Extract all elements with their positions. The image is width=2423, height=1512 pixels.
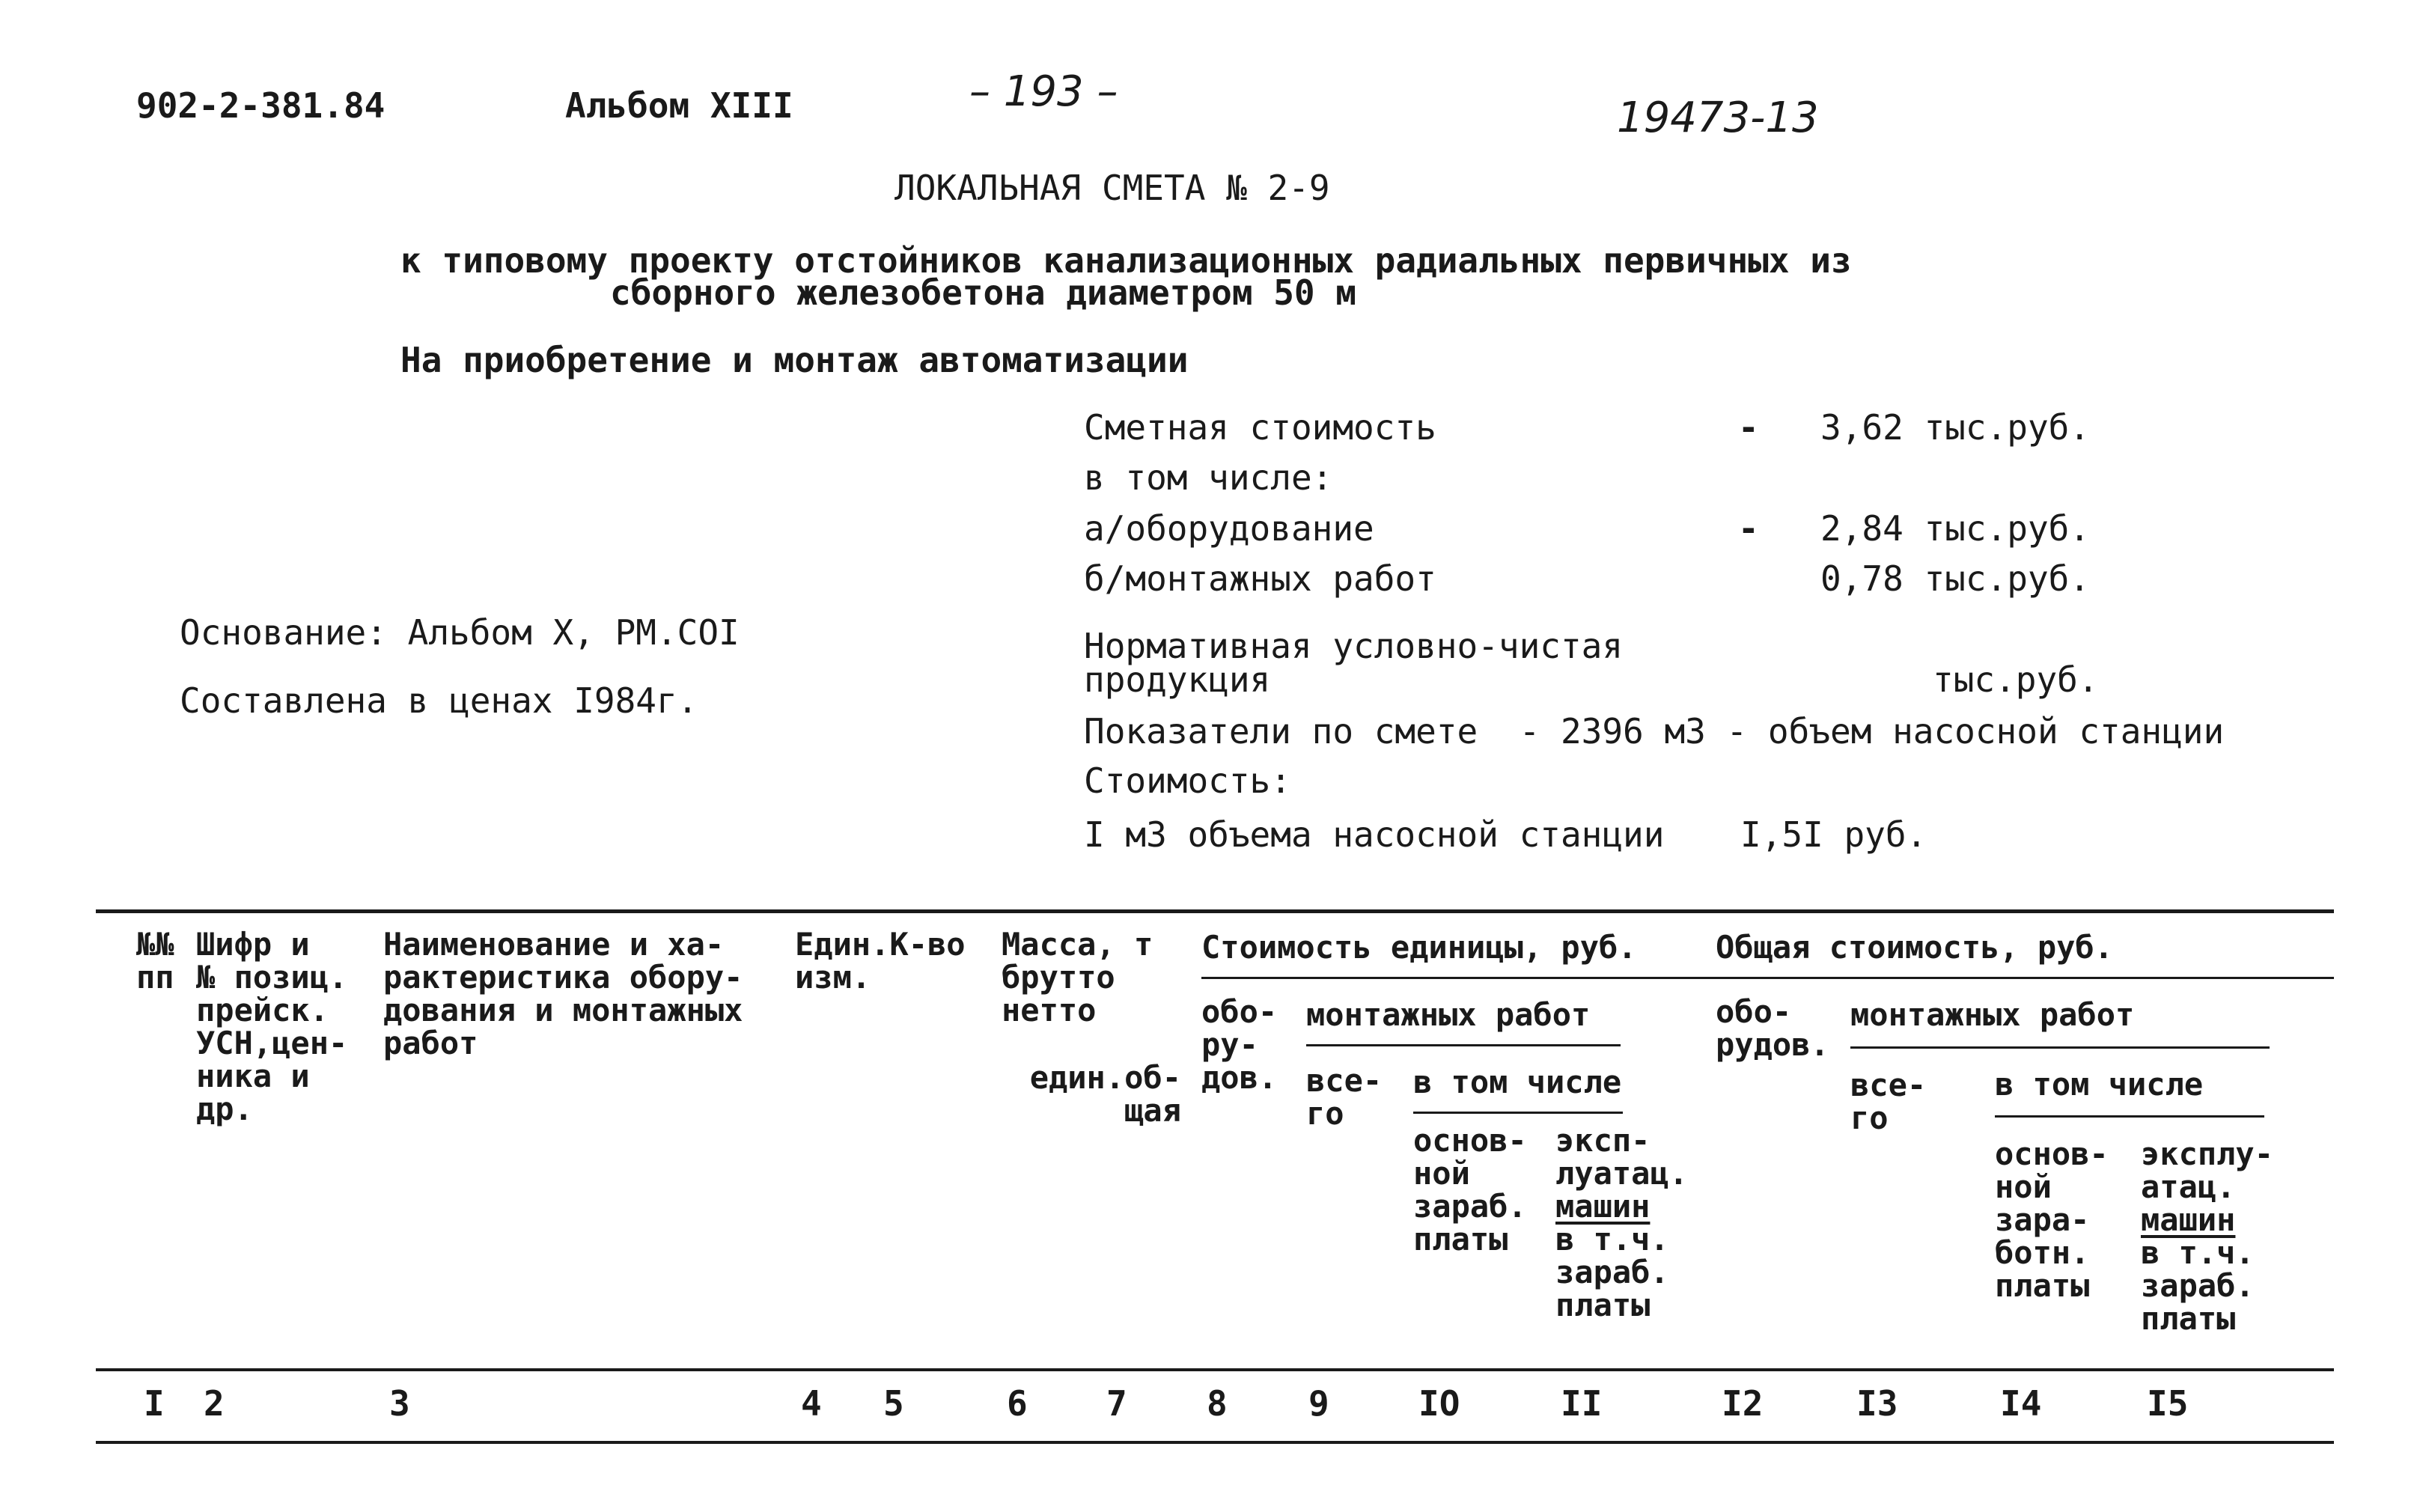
installation-value: 0,78 тыс.руб. <box>1820 558 2091 599</box>
normative-label-2: продукция <box>1084 659 1271 700</box>
header-col-2-line: Шифр и <box>196 926 310 963</box>
unit-machine-line: зараб. <box>1555 1254 1669 1290</box>
header-col-2 <box>196 928 347 1126</box>
header-col-3 <box>383 928 743 1060</box>
installation-label: б/монтажных работ <box>1084 558 1436 599</box>
indicators-line: Показатели по смете - 2396 м3 - объем насосной станции <box>1084 711 2225 752</box>
estimated-cost-value: 3,62 тыс.руб. <box>1820 407 2091 448</box>
header-bottom-rule <box>96 1368 2334 1371</box>
total-machine-line: машин <box>2141 1201 2236 1238</box>
total-installation-rule <box>1850 1046 2270 1049</box>
normative-label-1: Нормативная условно-чистая <box>1084 626 1624 666</box>
header-col-6-7-sub <box>1002 1061 1181 1127</box>
header-col-4-5 <box>795 928 966 994</box>
subtitle-line-2: сборного железобетона диаметром 50 м <box>610 272 1356 313</box>
total-equipment-line: обо- <box>1716 993 1792 1030</box>
header-col-3-line: работ <box>383 1025 478 1061</box>
including-label: в том числе: <box>1084 457 1333 498</box>
unit-total-line: все- <box>1306 1062 1383 1099</box>
group-rule <box>1201 977 2334 979</box>
total-equipment <box>1716 993 1829 1063</box>
column-number: I3 <box>1856 1383 1898 1424</box>
table-top-rule <box>96 909 2334 913</box>
header-col-6-7 <box>1002 928 1153 1027</box>
unit-total <box>1306 1064 1382 1130</box>
unit-machine-line: платы <box>1555 1287 1651 1323</box>
header-col-6-7-line: нетто <box>1002 992 1097 1028</box>
total-basic-wage-line: основ- <box>1995 1135 2109 1172</box>
total-total <box>1850 1069 1926 1135</box>
header-col-1-line: пп <box>136 959 174 996</box>
header-col-6-7-sub-line: щая <box>1124 1092 1181 1129</box>
total-machine <box>2141 1135 2274 1337</box>
total-basic-wage-line: платы <box>1995 1267 2090 1304</box>
header-col-2-line: ника и <box>196 1058 310 1094</box>
header-col-6-7-line: брутто <box>1002 959 1115 996</box>
total-equipment-line: рудов. <box>1716 1026 1829 1063</box>
header-col-2-line: прейск. <box>196 992 329 1028</box>
unit-installation-title: монтажных работ <box>1306 996 1591 1033</box>
column-number: 3 <box>389 1383 410 1424</box>
unit-equipment-line: обо- <box>1201 993 1278 1030</box>
unit-total-line: го <box>1306 1095 1344 1132</box>
total-including-rule <box>1995 1115 2264 1118</box>
table-bottom-rule <box>96 1441 2334 1444</box>
header-col-2-line: др. <box>196 1091 253 1127</box>
column-number: 8 <box>1207 1383 1228 1424</box>
document-title: ЛОКАЛЬНАЯ СМЕТА № 2-9 <box>894 168 1330 208</box>
header-col-6-7-sub-line: един.об- <box>1029 1059 1181 1096</box>
header-col-6-7-line: Масса, т <box>1002 926 1153 963</box>
total-total-line: го <box>1850 1100 1889 1136</box>
header-col-3-line: Наименование и ха- <box>383 926 725 963</box>
basis-line: Основание: Альбом X, РМ.СОI <box>180 612 740 653</box>
total-machine-line: платы <box>2141 1300 2236 1337</box>
unit-cost-label: I м3 объема насосной станции <box>1084 814 1665 855</box>
prices-line: Составлена в ценах I984г. <box>180 680 698 721</box>
header-col-2-line: № позиц. <box>196 959 348 996</box>
total-basic-wage-line: ной <box>1995 1168 2052 1205</box>
unit-equipment-line: дов. <box>1201 1059 1278 1096</box>
total-machine-line: зараб. <box>2141 1267 2255 1304</box>
column-number: 9 <box>1308 1383 1329 1424</box>
equipment-value: 2,84 тыс.руб. <box>1820 508 2091 549</box>
unit-installation-rule <box>1306 1044 1621 1046</box>
header-col-1-line: №№ <box>136 926 174 963</box>
unit-machine-line: в т.ч. <box>1555 1221 1669 1258</box>
total-installation-title: монтажных работ <box>1850 996 2135 1033</box>
estimated-cost-label: Сметная стоимость <box>1084 407 1436 448</box>
unit-machine-line: эксп- <box>1555 1122 1651 1159</box>
column-number: II <box>1561 1383 1603 1424</box>
unit-basic-wage-line: основ- <box>1413 1122 1527 1159</box>
equipment-dash: - <box>1738 508 1759 549</box>
column-number: I4 <box>2000 1383 2042 1424</box>
unit-cost-value: I,5I руб. <box>1740 814 1927 855</box>
album-label: Альбом XIII <box>565 85 793 126</box>
unit-basic-wage-line: ной <box>1413 1155 1470 1192</box>
header-col-3-line: рактеристика обору- <box>383 959 743 996</box>
total-basic-wage <box>1995 1135 2109 1304</box>
page-number: – 193 – <box>969 67 1118 116</box>
total-cost-group-title: Общая стоимость, руб. <box>1716 929 2114 966</box>
unit-including-title: в том числе <box>1413 1064 1622 1100</box>
subtitle-line-1: к типовому проекту отстойников канализационных радиальных первичных из <box>400 240 1852 281</box>
cost-label: Стоимость: <box>1084 760 1291 801</box>
unit-machine-line: машин <box>1555 1188 1651 1225</box>
equipment-label: а/оборудование <box>1084 508 1374 549</box>
header-col-4-5-line: Един.К-во <box>795 926 966 963</box>
total-basic-wage-line: зара- <box>1995 1201 2090 1238</box>
total-machine-line: эксплу- <box>2141 1135 2274 1172</box>
column-number: I5 <box>2147 1383 2189 1424</box>
total-basic-wage-line: ботн. <box>1995 1234 2090 1271</box>
unit-machine-line: луатац. <box>1555 1155 1689 1192</box>
unit-basic-wage-line: платы <box>1413 1221 1508 1258</box>
header-col-3-line: дования и монтажных <box>383 992 743 1028</box>
column-number: 6 <box>1007 1383 1028 1424</box>
total-total-line: все- <box>1850 1067 1927 1103</box>
unit-equipment <box>1201 993 1278 1096</box>
column-number: 4 <box>801 1383 822 1424</box>
normative-value: тыс.руб. <box>1933 659 2099 700</box>
column-number: 2 <box>204 1383 225 1424</box>
estimated-cost-dash: - <box>1738 407 1759 448</box>
unit-including-rule <box>1413 1112 1623 1114</box>
unit-equipment-line: ру- <box>1201 1026 1258 1063</box>
header-col-4-5-line: изм. <box>795 959 871 996</box>
unit-basic-wage <box>1413 1124 1527 1256</box>
total-machine-line: в т.ч. <box>2141 1234 2255 1271</box>
header-col-2-line: УСН,цен- <box>196 1025 348 1061</box>
project-code: 902-2-381.84 <box>136 85 385 126</box>
inventory-number: 19473-13 <box>1617 94 1819 142</box>
total-including-title: в том числе <box>1995 1066 2204 1103</box>
column-number: I <box>144 1383 165 1424</box>
unit-basic-wage-line: зараб. <box>1413 1188 1527 1225</box>
column-number: IO <box>1418 1383 1460 1424</box>
unit-machine <box>1555 1124 1688 1322</box>
column-number: 7 <box>1106 1383 1127 1424</box>
purpose-line: На приобретение и монтаж автоматизации <box>400 340 1189 380</box>
column-number: 5 <box>883 1383 904 1424</box>
unit-cost-group-title: Стоимость единицы, руб. <box>1201 929 1637 966</box>
column-number: I2 <box>1722 1383 1764 1424</box>
header-col-1 <box>136 928 174 994</box>
total-machine-line: атац. <box>2141 1168 2236 1205</box>
